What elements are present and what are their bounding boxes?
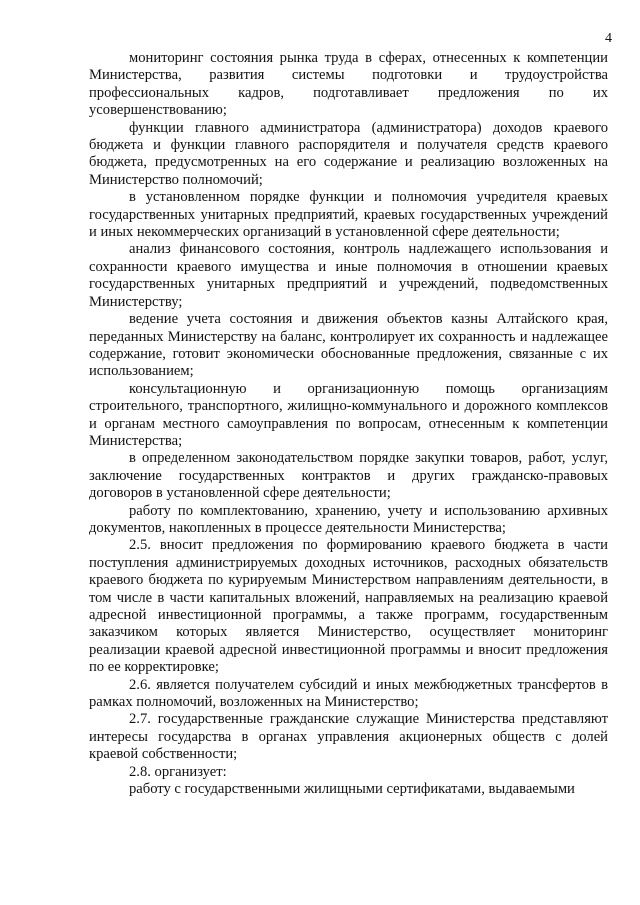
paragraph-2-7: 2.7. государственные гражданские служащие Министерства представляют интересы государства в органах управления акционерных обществ с долей краевой собственности;	[89, 711, 608, 763]
page-number: 4	[605, 31, 612, 46]
paragraph-founder-functions: в установленном порядке функции и полномочия учредителя краевых государственных унитарных предприятий, краевых государственных учреждений и иных некоммерческих организаций в установленной сфере деятельности;	[89, 189, 608, 241]
paragraph-budget-admin: функции главного администратора (администратора) доходов краевого бюджета и функции главного распорядителя и получателя средств краевого бюджета, предусмотренных на его содержание и реализацию возложенных на Министерство полномочий;	[89, 119, 608, 188]
paragraph-procurement: в определенном законодательством порядке закупки товаров, работ, услуг, заключение государственных контрактов и других гражданско-правовых договоров в установленной сфере деятельности;	[89, 450, 608, 502]
paragraph-housing-certificates: работу с государственными жилищными сертификатами, выдаваемыми	[129, 781, 575, 798]
paragraph-consulting-help: консультационную и организационную помощь организациям строительного, транспортного, жилищно-коммунального и дорожного комплексов и органам местного самоуправления по вопросам, отнесенным к компетенции Министерства;	[89, 380, 608, 449]
paragraph-financial-analysis: анализ финансового состояния, контроль надлежащего использования и сохранности краевого имущества и иные полномочия в отношении краевых государственных унитарных предприятий и учреждений, подведомственных Министерству;	[89, 241, 608, 310]
paragraph-2-8: 2.8. организует:	[129, 763, 227, 780]
paragraph-2-5: 2.5. вносит предложения по формированию краевого бюджета в части поступления администрируемых доходных источников, расходных обязательств краевого бюджета по курируемым Министерством направлениям деятельности, в том числе в части капитальных вложений, направляемых на реализацию краевой адресной инвестиционной программы, а также программ, государственным заказчиком которых является Министерство, осуществляет мониторинг реализации краевой адресной инвестиционной программы и вносит предложения по ее корректировке;	[89, 537, 608, 676]
document-body	[89, 50, 608, 798]
paragraph-2-6: 2.6. является получателем субсидий и иных межбюджетных трансфертов в рамках полномочий, возложенных на Министерство;	[89, 676, 608, 711]
paragraph-archives: работу по комплектованию, хранению, учету и использованию архивных документов, накопленных в процессе деятельности Министерства;	[89, 502, 608, 536]
paragraph-treasury-accounting: ведение учета состояния и движения объектов казны Алтайского края, переданных Министерству на баланс, контролирует их сохранность и надлежащее содержание, готовит экономически обоснованные предложения, связанные с их использованием;	[89, 311, 608, 380]
paragraph-monitoring: мониторинг состояния рынка труда в сферах, отнесенных к компетенции Министерства, развития системы подготовки и трудоустройства профессиональных кадров, подготавливает предложения по их усовершенствованию;	[89, 50, 608, 119]
